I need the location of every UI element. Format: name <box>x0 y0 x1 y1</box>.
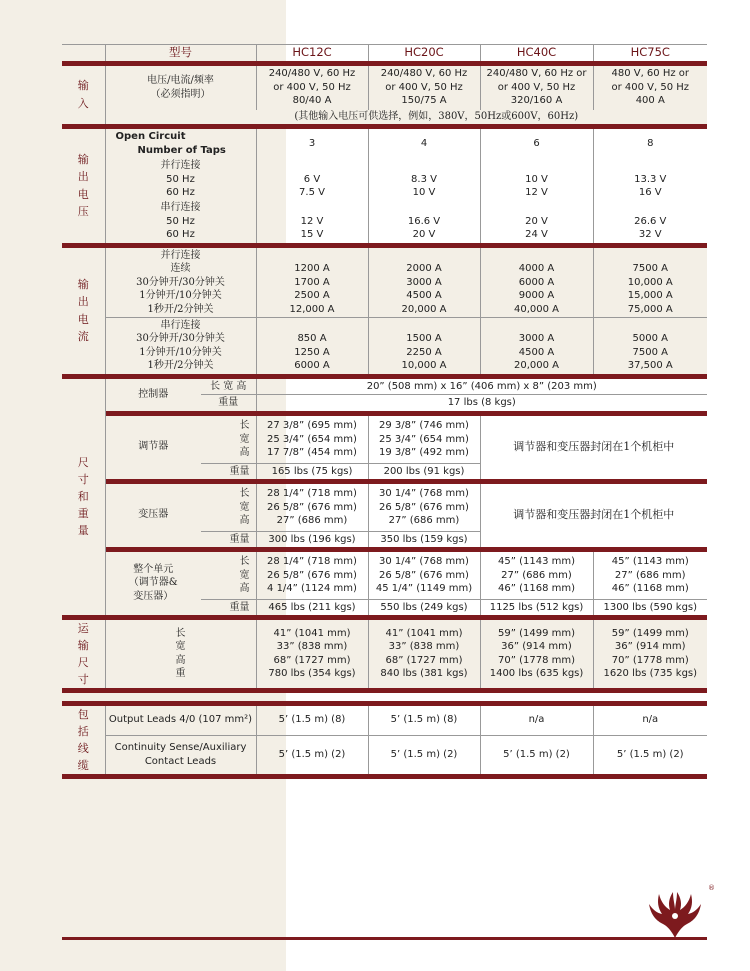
footer-rule <box>62 937 707 940</box>
sense-leads-row <box>62 735 707 774</box>
phoenix-logo-icon <box>645 880 705 940</box>
unit-hc20c: 30 1/4” (768 mm) 26 5/8” (676 mm) 45 1/4” (1149 mm) <box>368 552 480 600</box>
regulator-row <box>62 416 707 464</box>
regulator-hc12c: 27 3/8” (695 mm) 25 3/4” (654 mm) 17 7/8” (454 mm) <box>256 416 368 464</box>
transformer-hc20c: 30 1/4” (768 mm) 26 5/8” (676 mm) 27” (686 mm) <box>368 484 480 532</box>
input-hc20c: 240/480 V, 60 Hz or 400 V, 50 Hz 150/75 A <box>368 66 480 110</box>
shipping-hc12c: 41” (1041 mm) 33” (838 mm) 68” (1727 mm) 780 lbs (354 kgs) <box>256 620 368 688</box>
taps-hc20c: 4 <box>368 129 480 159</box>
model-hc40c: HC40C <box>480 45 593 61</box>
cs-hc40c: 3000 A 4500 A 20,000 A <box>480 318 593 374</box>
cp-hc75c: 7500 A 10,000 A 15,000 A 75,000 A <box>593 248 707 318</box>
taps-row <box>62 129 707 159</box>
sense-leads-hc20c: 5’ (1.5 m) (2) <box>368 735 480 774</box>
model-hc75c: HC75C <box>593 45 707 61</box>
transformer-weight-label: 重量 <box>201 532 256 547</box>
input-hc40c: 240/480 V, 60 Hz or or 400 V, 50 Hz 320/160 A <box>480 66 593 110</box>
input-hc75c: 480 V, 60 Hz or or 400 V, 50 Hz 400 A <box>593 66 707 110</box>
cs-hc20c: 1500 A 2250 A 10,000 A <box>368 318 480 374</box>
output-leads-hc20c: 5’ (1.5 m) (8) <box>368 706 480 736</box>
output-leads-label: Output Leads 4/0 (107 mm²) <box>105 706 256 736</box>
output-leads-hc12c: 5’ (1.5 m) (8) <box>256 706 368 736</box>
input-label: 电压/电流/频率 （必须指明） <box>105 66 256 110</box>
section-output-current: 输 出 电 流 <box>62 248 105 374</box>
regulator-weight-hc12c: 165 lbs (75 kgs) <box>256 464 368 479</box>
controller-dims: 20” (508 mm) x 16” (406 mm) x 8” (203 mm) <box>256 379 707 395</box>
output-leads-hc40c: n/a <box>480 706 593 736</box>
current-parallel-label: 并行连接 连续 30分钟开/30分钟关 1分钟开/10分钟关 1秒开/2分钟关 <box>105 248 256 318</box>
sense-leads-hc75c: 5’ (1.5 m) (2) <box>593 735 707 774</box>
section-cables: 包 括 线 缆 <box>62 706 105 774</box>
transformer-sub-labels: 长 宽 高 <box>239 488 250 527</box>
regulator-weight-label: 重量 <box>201 464 256 479</box>
shipping-sub-labels: 长 宽 高 重 <box>105 620 256 688</box>
unit-weight-hc75c: 1300 lbs (590 kgs) <box>593 600 707 615</box>
unit-hc12c: 28 1/4” (718 mm) 26 5/8” (676 mm) 4 1/4” (1124 mm) <box>256 552 368 600</box>
shipping-hc20c: 41” (1041 mm) 33” (838 mm) 68” (1727 mm) 840 lbs (381 kgs) <box>368 620 480 688</box>
taps-hc75c: 8 <box>593 129 707 159</box>
transformer-weight-hc20c: 350 lbs (159 kgs) <box>368 532 480 547</box>
unit-weight-label: 重量 <box>201 600 256 615</box>
voltage-parallel-row <box>62 159 707 201</box>
unit-weight-hc12c: 465 lbs (211 kgs) <box>256 600 368 615</box>
vs-hc40c: 20 V 24 V <box>480 201 593 243</box>
taps-hc40c: 6 <box>480 129 593 159</box>
current-series-row <box>62 318 707 374</box>
vs-hc20c: 16.6 V 20 V <box>368 201 480 243</box>
input-hc12c: 240/480 V, 60 Hz or 400 V, 50 Hz 80/40 A <box>256 66 368 110</box>
vs-hc75c: 26.6 V 32 V <box>593 201 707 243</box>
voltage-series-row <box>62 201 707 243</box>
vp-hc12c: 6 V 7.5 V <box>256 159 368 201</box>
controller-dim-label: 长 宽 高 <box>210 380 247 392</box>
taps-hc12c: 3 <box>256 129 368 159</box>
transformer-hc12c: 28 1/4” (718 mm) 26 5/8” (676 mm) 27” (686 mm) <box>256 484 368 532</box>
regulator-weight-hc20c: 200 lbs (91 kgs) <box>368 464 480 479</box>
unit-hc75c: 45” (1143 mm) 27” (686 mm) 46” (1168 mm) <box>593 552 707 600</box>
shipping-row <box>62 620 707 688</box>
section-shipping: 运 输 尺 寸 <box>62 620 105 688</box>
unit-weight-hc20c: 550 lbs (249 kgs) <box>368 600 480 615</box>
sense-leads-hc12c: 5’ (1.5 m) (2) <box>256 735 368 774</box>
controller-weight-label: 重量 <box>201 395 256 411</box>
unit-row <box>62 552 707 600</box>
cp-hc20c: 2000 A 3000 A 4500 A 20,000 A <box>368 248 480 318</box>
transformer-note: 调节器和变压器封闭在1个机柜中 <box>480 484 707 547</box>
vp-hc20c: 8.3 V 10 V <box>368 159 480 201</box>
unit-sub-labels: 长 宽 高 <box>239 556 250 595</box>
section-output-voltage: 输 出 电 压 <box>62 129 105 243</box>
current-parallel-row <box>62 248 707 318</box>
cs-hc75c: 5000 A 7500 A 37,500 A <box>593 318 707 374</box>
input-note: (其他输入电压可供选择，例如，380V，50Hz或600V，60Hz) <box>294 110 579 122</box>
shipping-hc75c: 59” (1499 mm) 36” (914 mm) 70” (1778 mm) 1620 lbs (735 kgs) <box>593 620 707 688</box>
input-row <box>62 66 707 110</box>
output-leads-hc75c: n/a <box>593 706 707 736</box>
voltage-series-label: 串行连接 50 Hz 60 Hz <box>160 202 201 241</box>
model-hc12c: HC12C <box>256 45 368 61</box>
taps-label: Open Circuit Number of Taps <box>105 129 256 159</box>
regulator-sub-labels: 长 宽 高 <box>239 420 250 459</box>
vp-hc40c: 10 V 12 V <box>480 159 593 201</box>
controller-dim-row <box>62 379 707 395</box>
output-leads-row <box>62 706 707 736</box>
model-hc20c: HC20C <box>368 45 480 61</box>
cp-hc40c: 4000 A 6000 A 9000 A 40,000 A <box>480 248 593 318</box>
transformer-weight-hc12c: 300 lbs (196 kgs) <box>256 532 368 547</box>
controller-weight: 17 lbs (8 kgs) <box>256 395 707 411</box>
controller-label: 控制器 <box>105 379 201 411</box>
shipping-hc40c: 59” (1499 mm) 36” (914 mm) 70” (1778 mm) 1400 lbs (635 kgs) <box>480 620 593 688</box>
unit-label: 整个单元 （调节器& 变压器） <box>128 563 178 602</box>
sense-leads-hc40c: 5’ (1.5 m) (2) <box>480 735 593 774</box>
vs-hc12c: 12 V 15 V <box>256 201 368 243</box>
cs-hc12c: 850 A 1250 A 6000 A <box>256 318 368 374</box>
unit-hc40c: 45” (1143 mm) 27” (686 mm) 46” (1168 mm) <box>480 552 593 600</box>
vp-hc75c: 13.3 V 16 V <box>593 159 707 201</box>
transformer-row <box>62 484 707 532</box>
regulator-hc20c: 29 3/8” (746 mm) 25 3/4” (654 mm) 19 3/8” (492 mm) <box>368 416 480 464</box>
header-row <box>62 45 707 61</box>
section-input: 输 入 <box>62 66 105 124</box>
regulator-label: 调节器 <box>138 441 169 453</box>
registered-mark: ® <box>708 884 715 892</box>
transformer-label: 变压器 <box>138 509 169 521</box>
current-series-label: 串行连接 30分钟开/30分钟关 1分钟开/10分钟关 1秒开/2分钟关 <box>105 318 256 374</box>
regulator-note: 调节器和变压器封闭在1个机柜中 <box>480 416 707 479</box>
model-label: 型号 <box>105 45 256 61</box>
section-dims: 尺 寸 和 重 量 <box>62 379 105 615</box>
spec-table <box>62 44 707 779</box>
unit-weight-hc40c: 1125 lbs (512 kgs) <box>480 600 593 615</box>
cp-hc12c: 1200 A 1700 A 2500 A 12,000 A <box>256 248 368 318</box>
sense-leads-label: Continuity Sense/Auxiliary Contact Leads <box>105 735 256 774</box>
voltage-parallel-label: 并行连接 50 Hz 60 Hz <box>160 160 201 199</box>
